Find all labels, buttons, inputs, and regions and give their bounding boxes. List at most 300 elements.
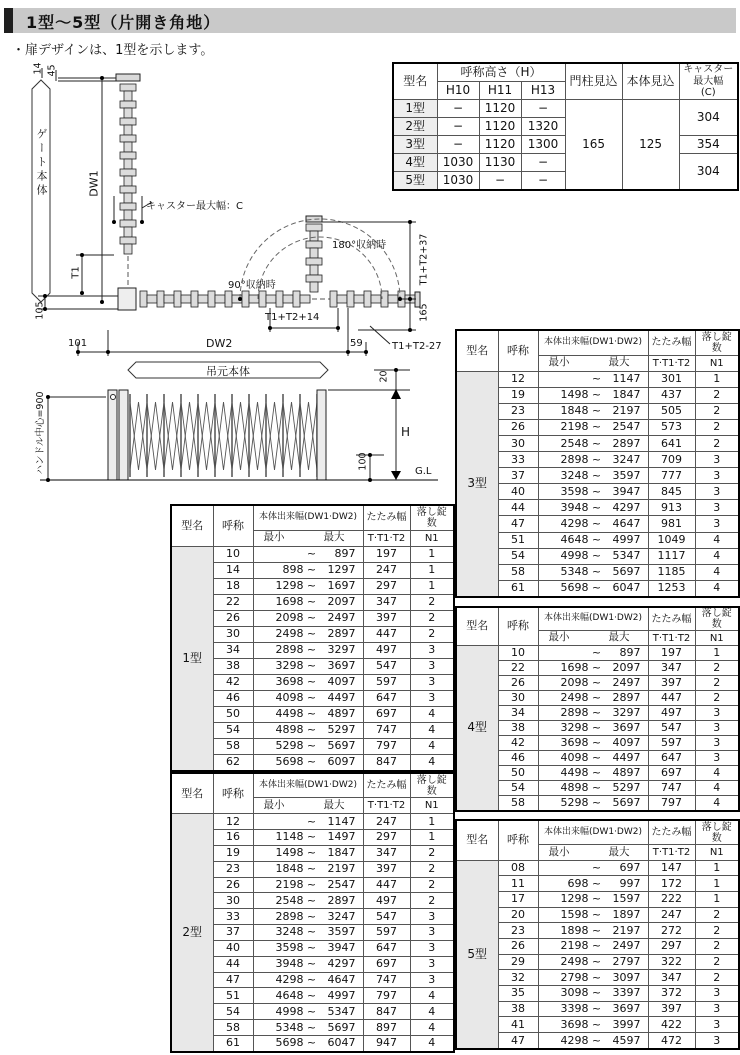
size-h-minmax: 最小 最大: [538, 845, 648, 861]
size-cell-width: 4898 ~ 5297: [538, 781, 648, 796]
size-cell-width: 3098 ~ 3397: [538, 986, 648, 1002]
size-cell-lock: 1: [410, 562, 454, 578]
spec-h-h10: H10: [437, 82, 479, 100]
size-cell-lock: 4: [410, 722, 454, 738]
size-cell-size: 62: [213, 754, 253, 771]
size-cell-width: 698 ~ 997: [538, 876, 648, 892]
size-h-fold-sub: T·T1·T2: [363, 798, 410, 814]
size-h-width: 本体出来幅(DW1·DW2): [538, 820, 648, 845]
size-h-width: 本体出来幅(DW1·DW2): [253, 773, 363, 798]
size-h-lock: 落し錠数: [410, 505, 454, 530]
size-cell-lock: 4: [410, 706, 454, 722]
size-cell-lock: 2: [410, 594, 454, 610]
size-cell-width: 2098 ~ 2497: [538, 676, 648, 691]
size-cell-lock: 3: [410, 909, 454, 925]
size-cell-fold: 347: [363, 845, 410, 861]
size-cell-lock: 2: [410, 893, 454, 909]
size-cell-size: 10: [498, 646, 538, 661]
size-cell-size: 26: [498, 420, 538, 436]
size-h-lock-sub: N1: [410, 530, 454, 546]
size-cell-width: 1298 ~ 1697: [253, 578, 363, 594]
size-cell-width: 1598 ~ 1897: [538, 907, 648, 923]
size-cell-fold: 397: [363, 861, 410, 877]
stow-180-label: 180°収納時: [332, 240, 387, 251]
size-cell-lock: 3: [410, 940, 454, 956]
size-cell-size: 50: [213, 706, 253, 722]
dim-14-label: 14: [32, 62, 44, 75]
size-cell-width: 2898 ~ 3247: [253, 909, 363, 925]
size-cell-lock: 4: [410, 1020, 454, 1036]
t1t2-plus14-label: T1+T2+14: [265, 312, 320, 323]
size-cell-fold: 647: [363, 690, 410, 706]
size-cell-size: 37: [498, 468, 538, 484]
size-cell-fold: 947: [363, 1035, 410, 1052]
size-cell-fold: 597: [648, 736, 695, 751]
size-cell-fold: 397: [363, 610, 410, 626]
size-cell-width: 2498 ~ 2897: [538, 691, 648, 706]
size-cell-lock: 3: [410, 658, 454, 674]
size-cell-fold: 497: [363, 893, 410, 909]
size-cell-size: 23: [498, 923, 538, 939]
size-cell-size: 38: [213, 658, 253, 674]
size-cell-lock: 2: [410, 877, 454, 893]
size-cell-width: 4648 ~ 4997: [253, 988, 363, 1004]
size-cell-fold: 847: [363, 1004, 410, 1020]
size-cell-fold: 447: [363, 877, 410, 893]
size-cell-width: 5698 ~ 6097: [253, 754, 363, 771]
size-cell-width: 3398 ~ 3697: [538, 1001, 648, 1017]
size-cell-fold: 197: [648, 646, 695, 661]
size-h-lock-sub: N1: [695, 355, 739, 371]
size-cell-width: 1848 ~ 2197: [538, 403, 648, 419]
size-cell-size: 51: [498, 532, 538, 548]
spec-body-value: 125: [622, 100, 679, 191]
size-h-minmax: 最小 最大: [253, 530, 363, 546]
size-cell-lock: 4: [695, 548, 739, 564]
size-cell-lock: 3: [695, 736, 739, 751]
size-model-cell: 5型: [456, 860, 498, 1049]
size-cell-width: 1148 ~ 1497: [253, 830, 363, 846]
size-cell-fold: 422: [648, 1017, 695, 1033]
spec-cell: 1320: [521, 118, 565, 136]
size-cell-width: 1298 ~ 1597: [538, 892, 648, 908]
size-cell-lock: 1: [410, 578, 454, 594]
size-cell-width: 898 ~ 1297: [253, 562, 363, 578]
dim-101-label: 101: [68, 338, 88, 349]
size-cell-fold: 447: [648, 691, 695, 706]
size-cell-size: 40: [213, 940, 253, 956]
size-h-lock: 落し錠数: [410, 773, 454, 798]
size-cell-size: 30: [498, 691, 538, 706]
size-cell-fold: 472: [648, 1033, 695, 1049]
size-cell-fold: 641: [648, 436, 695, 452]
size-h-width: 本体出来幅(DW1·DW2): [538, 607, 648, 631]
size-h-fold: たたみ幅: [648, 820, 695, 845]
dw2-label: DW2: [206, 337, 233, 350]
size-cell-lock: 1: [410, 814, 454, 830]
size-cell-size: 44: [498, 500, 538, 516]
size-cell-size: 41: [498, 1017, 538, 1033]
t1-label: T1: [70, 266, 82, 279]
size-cell-width: 3248 ~ 3597: [538, 468, 648, 484]
page-title: 1型～5型（片開き角地）: [26, 13, 221, 32]
size-cell-lock: 4: [695, 781, 739, 796]
spec-cell: −: [437, 118, 479, 136]
size-cell-lock: 3: [695, 500, 739, 516]
size-cell-lock: 1: [695, 892, 739, 908]
size-cell-size: 50: [498, 766, 538, 781]
size-h-minmax: 最小 最大: [253, 798, 363, 814]
size-cell-lock: 3: [410, 674, 454, 690]
size-cell-width: 4298 ~ 4647: [253, 972, 363, 988]
size-cell-size: 26: [213, 877, 253, 893]
size-cell-size: 22: [213, 594, 253, 610]
size-cell-lock: 3: [695, 516, 739, 532]
size-cell-fold: 547: [363, 658, 410, 674]
gate-diagram: [18, 56, 458, 511]
size-cell-size: 54: [498, 548, 538, 564]
size-cell-lock: 3: [410, 642, 454, 658]
spec-cell: 1300: [521, 136, 565, 154]
size-model-cell: 2型: [171, 814, 213, 1052]
size-cell-fold: 1117: [648, 548, 695, 564]
size-cell-lock: 2: [410, 845, 454, 861]
size-cell-fold: 797: [363, 988, 410, 1004]
size-cell-lock: 1: [695, 646, 739, 661]
note-text: ・扉デザインは、1型を示します。: [12, 43, 214, 58]
size-h-model: 型名: [456, 820, 498, 860]
size-cell-size: 29: [498, 954, 538, 970]
size-cell-width: 4498 ~ 4897: [253, 706, 363, 722]
size-cell-lock: 3: [695, 721, 739, 736]
size-cell-fold: 397: [648, 1001, 695, 1017]
gl-label: G.L: [415, 466, 432, 477]
size-cell-size: 26: [498, 676, 538, 691]
size-cell-size: 58: [213, 738, 253, 754]
size-cell-width: 4098 ~ 4497: [538, 751, 648, 766]
size-cell-width: 2548 ~ 2897: [253, 893, 363, 909]
spec-h-body: 本体見込: [622, 63, 679, 100]
size-cell-size: 51: [213, 988, 253, 1004]
size-cell-width: 3698 ~ 3997: [538, 1017, 648, 1033]
size-cell-lock: 4: [410, 1004, 454, 1020]
size-h-lock: 落し錠数: [695, 330, 739, 355]
size-cell-fold: 147: [648, 860, 695, 876]
size-cell-size: 38: [498, 721, 538, 736]
size-cell-size: 38: [498, 1001, 538, 1017]
size-cell-size: 42: [498, 736, 538, 751]
size-cell-lock: 3: [695, 706, 739, 721]
size-cell-width: 5698 ~ 6047: [538, 580, 648, 597]
handle-center-label: ハンドル中心=900: [35, 391, 46, 475]
size-cell-size: 30: [213, 626, 253, 642]
t1t2-plus37-label: T1+T2+37: [418, 233, 430, 286]
size-cell-width: 4648 ~ 4997: [538, 532, 648, 548]
spec-h-h13: H13: [521, 82, 565, 100]
size-cell-width: 5298 ~ 5697: [253, 738, 363, 754]
size-h-width: 本体出来幅(DW1·DW2): [253, 505, 363, 530]
size-cell-size: 46: [498, 751, 538, 766]
size-cell-fold: 1253: [648, 580, 695, 597]
size-cell-lock: 2: [695, 954, 739, 970]
size-cell-width: ~ 1147: [253, 814, 363, 830]
dim-20-label: 20: [378, 370, 390, 383]
size-cell-fold: 197: [363, 546, 410, 562]
size-cell-size: 23: [213, 861, 253, 877]
size-h-lock-sub: N1: [695, 845, 739, 861]
spec-cell: 1030: [437, 154, 479, 172]
size-cell-width: 5348 ~ 5697: [538, 564, 648, 580]
size-cell-width: 5298 ~ 5697: [538, 796, 648, 812]
size-cell-size: 61: [498, 580, 538, 597]
size-cell-lock: 3: [695, 1001, 739, 1017]
size-cell-fold: 847: [363, 754, 410, 771]
size-cell-lock: 2: [695, 939, 739, 955]
size-h-fold-sub: T·T1·T2: [648, 355, 695, 371]
size-cell-size: 16: [213, 830, 253, 846]
size-cell-lock: 4: [695, 766, 739, 781]
size-cell-size: 58: [498, 796, 538, 812]
size-cell-size: 58: [498, 564, 538, 580]
spec-cell: −: [521, 172, 565, 191]
size-cell-size: 23: [498, 403, 538, 419]
size-cell-fold: 647: [363, 940, 410, 956]
size-cell-size: 22: [498, 661, 538, 676]
size-cell-fold: 981: [648, 516, 695, 532]
size-cell-size: 20: [498, 907, 538, 923]
size-cell-width: 3948 ~ 4297: [538, 500, 648, 516]
size-cell-lock: 1: [695, 371, 739, 387]
dim-165-label: 165: [418, 303, 430, 322]
spec-caster-value: 304: [679, 100, 738, 136]
dim-100-label: 100: [357, 452, 369, 471]
size-cell-width: 1698 ~ 2097: [538, 661, 648, 676]
size-cell-fold: 322: [648, 954, 695, 970]
spec-cell: −: [521, 100, 565, 118]
size-cell-lock: 1: [410, 546, 454, 562]
size-h-fold: たたみ幅: [648, 607, 695, 631]
size-h-model: 型名: [171, 505, 213, 546]
size-cell-fold: 797: [648, 796, 695, 812]
size-cell-fold: 913: [648, 500, 695, 516]
size-cell-size: 46: [213, 690, 253, 706]
size-cell-width: 3298 ~ 3697: [538, 721, 648, 736]
plan-view-drawing: [32, 68, 420, 378]
size-cell-size: 12: [213, 814, 253, 830]
size-cell-size: 08: [498, 860, 538, 876]
spec-cell: −: [521, 154, 565, 172]
size-cell-size: 34: [498, 706, 538, 721]
spec-pillar-value: 165: [565, 100, 622, 191]
size-cell-fold: 697: [363, 706, 410, 722]
size-cell-fold: 497: [363, 642, 410, 658]
size-h-size: 呼称: [213, 773, 253, 814]
size-cell-width: 3248 ~ 3597: [253, 925, 363, 941]
hanging-body-label: 吊元本体: [206, 365, 250, 378]
size-cell-lock: 2: [695, 676, 739, 691]
size-cell-lock: 3: [410, 925, 454, 941]
spec-cell: −: [437, 136, 479, 154]
size-cell-fold: 797: [363, 738, 410, 754]
size-cell-width: 2898 ~ 3297: [538, 706, 648, 721]
size-cell-width: 2898 ~ 3247: [538, 452, 648, 468]
size-cell-size: 26: [213, 610, 253, 626]
size-cell-lock: 3: [695, 1017, 739, 1033]
dw1-label: DW1: [87, 170, 101, 197]
size-cell-lock: 2: [695, 403, 739, 419]
size-cell-width: 1898 ~ 2197: [538, 923, 648, 939]
size-cell-fold: 347: [648, 661, 695, 676]
size-cell-size: 26: [498, 939, 538, 955]
size-h-minmax: 最小 最大: [538, 631, 648, 646]
size-cell-lock: 4: [695, 580, 739, 597]
size-cell-size: 47: [213, 972, 253, 988]
size-cell-fold: 272: [648, 923, 695, 939]
size-h-size: 呼称: [498, 820, 538, 860]
size-cell-lock: 4: [695, 796, 739, 812]
size-cell-fold: 597: [363, 925, 410, 941]
size-cell-lock: 1: [410, 830, 454, 846]
size-cell-lock: 3: [410, 972, 454, 988]
size-cell-width: 3298 ~ 3697: [253, 658, 363, 674]
size-cell-fold: 372: [648, 986, 695, 1002]
size-cell-size: 34: [213, 642, 253, 658]
size-cell-fold: 747: [363, 972, 410, 988]
h-dim-label: H: [401, 425, 411, 439]
size-table-type2: [170, 772, 455, 1053]
size-cell-width: 2198 ~ 2547: [538, 420, 648, 436]
size-h-fold-sub: T·T1·T2: [648, 845, 695, 861]
size-cell-fold: 497: [648, 706, 695, 721]
size-cell-width: ~ 897: [538, 646, 648, 661]
size-h-model: 型名: [456, 330, 498, 371]
size-cell-fold: 1049: [648, 532, 695, 548]
size-cell-lock: 4: [410, 738, 454, 754]
size-table-type1: [170, 504, 455, 772]
size-h-lock: 落し錠数: [695, 607, 739, 631]
spec-model-cell: 1型: [393, 100, 437, 118]
size-h-fold-sub: T·T1·T2: [648, 631, 695, 646]
size-cell-width: 3698 ~ 4097: [253, 674, 363, 690]
size-h-model: 型名: [456, 607, 498, 646]
size-cell-width: 2798 ~ 3097: [538, 970, 648, 986]
size-h-fold-sub: T·T1·T2: [363, 530, 410, 546]
size-cell-width: 1498 ~ 1847: [253, 845, 363, 861]
dim-45-label: 45: [46, 64, 58, 77]
size-cell-fold: 297: [363, 578, 410, 594]
size-cell-width: 1698 ~ 2097: [253, 594, 363, 610]
size-cell-lock: 2: [695, 907, 739, 923]
size-h-lock-sub: N1: [410, 798, 454, 814]
size-cell-size: 47: [498, 1033, 538, 1049]
size-cell-fold: 647: [648, 751, 695, 766]
size-cell-width: 2198 ~ 2547: [253, 877, 363, 893]
size-cell-size: 61: [213, 1035, 253, 1052]
spec-h-model: 型名: [393, 63, 437, 100]
size-cell-lock: 2: [695, 436, 739, 452]
size-cell-width: ~ 1147: [538, 371, 648, 387]
size-cell-width: 4998 ~ 5347: [253, 1004, 363, 1020]
size-cell-size: 44: [213, 956, 253, 972]
size-cell-size: 11: [498, 876, 538, 892]
size-cell-width: 2548 ~ 2897: [538, 436, 648, 452]
spec-h-caster: キャスター 最大幅 (C): [679, 63, 738, 100]
size-cell-width: 1498 ~ 1847: [538, 387, 648, 403]
size-cell-width: 5698 ~ 6047: [253, 1035, 363, 1052]
size-cell-lock: 2: [410, 626, 454, 642]
size-table-type3: [455, 329, 740, 598]
size-cell-fold: 897: [363, 1020, 410, 1036]
size-cell-fold: 747: [363, 722, 410, 738]
size-cell-size: 19: [498, 387, 538, 403]
spec-cell: 1120: [479, 136, 521, 154]
size-cell-width: ~ 897: [253, 546, 363, 562]
size-cell-width: 3598 ~ 3947: [253, 940, 363, 956]
size-cell-size: 54: [498, 781, 538, 796]
size-h-size: 呼称: [213, 505, 253, 546]
size-cell-fold: 301: [648, 371, 695, 387]
spec-model-cell: 3型: [393, 136, 437, 154]
size-cell-lock: 1: [695, 876, 739, 892]
size-cell-lock: 3: [695, 484, 739, 500]
size-cell-lock: 1: [695, 860, 739, 876]
size-cell-fold: 697: [363, 956, 410, 972]
size-cell-fold: 697: [648, 766, 695, 781]
size-h-fold: たたみ幅: [363, 505, 410, 530]
caster-width-label: キャスター最大幅：C: [146, 201, 243, 212]
size-cell-size: 58: [213, 1020, 253, 1036]
size-cell-size: 17: [498, 892, 538, 908]
size-cell-size: 12: [498, 371, 538, 387]
size-cell-fold: 709: [648, 452, 695, 468]
size-cell-size: 33: [213, 909, 253, 925]
size-cell-size: 30: [213, 893, 253, 909]
size-cell-fold: 447: [363, 626, 410, 642]
size-h-fold: たたみ幅: [363, 773, 410, 798]
spec-cell: −: [437, 100, 479, 118]
size-cell-width: 5348 ~ 5697: [253, 1020, 363, 1036]
size-cell-lock: 4: [410, 1035, 454, 1052]
spec-model-cell: 5型: [393, 172, 437, 191]
size-cell-lock: 4: [695, 564, 739, 580]
size-cell-fold: 347: [363, 594, 410, 610]
size-cell-lock: 2: [695, 387, 739, 403]
size-cell-width: 2198 ~ 2497: [538, 939, 648, 955]
spec-cell: 1130: [479, 154, 521, 172]
size-cell-width: 4298 ~ 4647: [538, 516, 648, 532]
size-cell-size: 54: [213, 722, 253, 738]
size-cell-size: 18: [213, 578, 253, 594]
spec-h-pillar: 門柱見込: [565, 63, 622, 100]
spec-cell: −: [479, 172, 521, 191]
size-cell-width: 2498 ~ 2797: [538, 954, 648, 970]
size-cell-fold: 347: [648, 970, 695, 986]
size-cell-fold: 297: [648, 939, 695, 955]
size-cell-lock: 2: [695, 691, 739, 706]
size-cell-width: 4498 ~ 4897: [538, 766, 648, 781]
size-h-minmax: 最小 最大: [538, 355, 648, 371]
size-cell-size: 47: [498, 516, 538, 532]
size-cell-width: ~ 697: [538, 860, 648, 876]
gate-body-label: ゲート本体: [35, 128, 48, 198]
size-cell-fold: 437: [648, 387, 695, 403]
size-cell-fold: 505: [648, 403, 695, 419]
size-cell-size: 32: [498, 970, 538, 986]
size-cell-lock: 2: [410, 861, 454, 877]
size-cell-fold: 547: [648, 721, 695, 736]
size-cell-lock: 2: [410, 610, 454, 626]
spec-h-h11: H11: [479, 82, 521, 100]
